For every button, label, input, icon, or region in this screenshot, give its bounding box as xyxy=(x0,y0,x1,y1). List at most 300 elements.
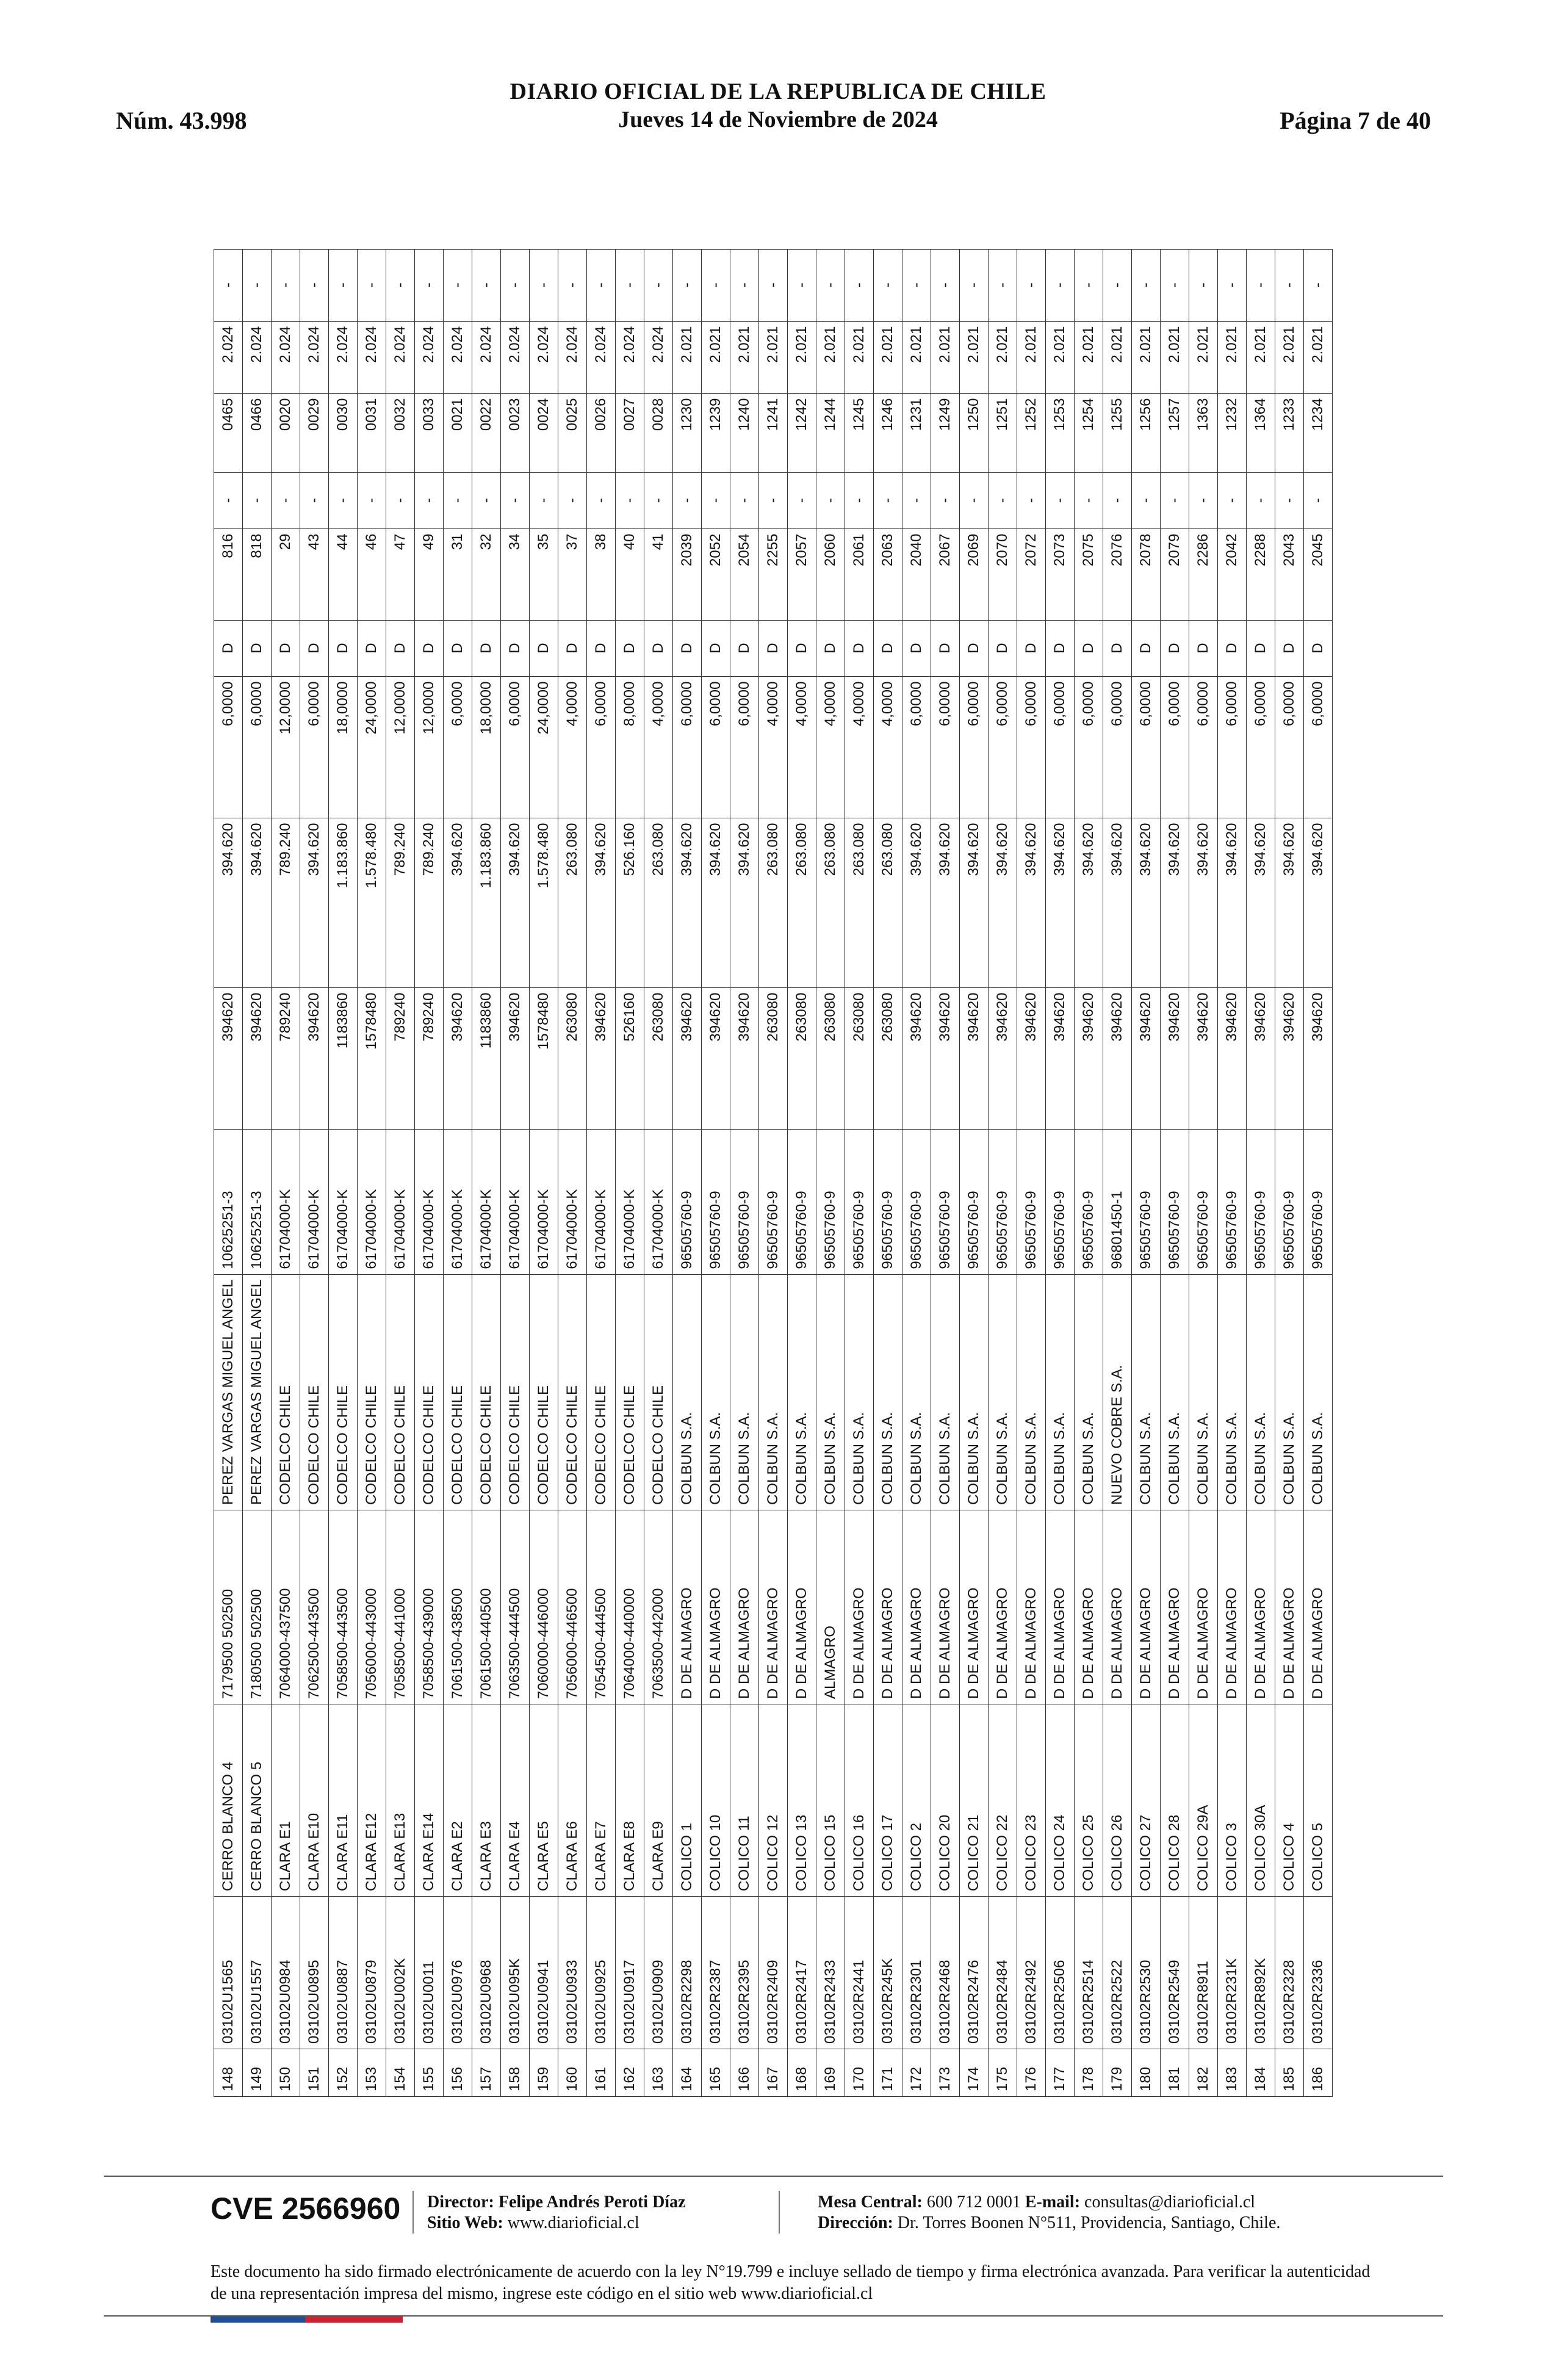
table-cell: 263080 xyxy=(816,987,845,1129)
table-cell: - xyxy=(1046,249,1075,321)
table-cell: 6,0000 xyxy=(214,676,243,818)
table-row xyxy=(673,249,702,2096)
table-cell: 526160 xyxy=(616,987,644,1129)
table-cell: COLICO 1 xyxy=(673,1704,702,1897)
table-cell: COLICO 3 xyxy=(1218,1704,1247,1897)
table-cell: 2.021 xyxy=(1189,321,1218,393)
table-cell: 394.620 xyxy=(444,818,472,987)
table-cell: 61704000-K xyxy=(472,1129,501,1274)
table-cell: 185 xyxy=(1275,2049,1304,2097)
table-row xyxy=(1017,249,1046,2096)
mesa-phone: 600 712 0001 xyxy=(926,2193,1021,2212)
table-cell: 394.620 xyxy=(1103,818,1132,987)
table-cell: CODELCO CHILE xyxy=(616,1274,644,1510)
table-cell: 12,0000 xyxy=(272,676,300,818)
table-cell: CLARA E8 xyxy=(616,1704,644,1897)
table-row xyxy=(329,249,358,2096)
table-cell: 1253 xyxy=(1046,393,1075,472)
table-cell: 6,0000 xyxy=(1304,676,1333,818)
table-cell: 394.620 xyxy=(1017,818,1046,987)
table-cell: 1239 xyxy=(702,393,730,472)
table-cell: COLICO 20 xyxy=(931,1704,960,1897)
table-cell: 38 xyxy=(587,528,616,620)
table-cell: 2.024 xyxy=(329,321,358,393)
table-cell: CLARA E1 xyxy=(272,1704,300,1897)
table-cell: - xyxy=(386,249,415,321)
table-cell: 32 xyxy=(472,528,501,620)
table-cell: 394620 xyxy=(1132,987,1161,1129)
table-cell: 7058500-443500 xyxy=(329,1510,358,1704)
table-cell: 157 xyxy=(472,2049,501,2097)
table-cell: 156 xyxy=(444,2049,472,2097)
table-cell: 61704000-K xyxy=(501,1129,530,1274)
table-cell: 394620 xyxy=(902,987,931,1129)
table-cell: 394620 xyxy=(1304,987,1333,1129)
table-cell: - xyxy=(501,472,530,528)
table-cell: - xyxy=(788,249,816,321)
table-cell: D xyxy=(759,620,788,676)
concessions-table xyxy=(214,249,1333,2097)
table-cell: 2.021 xyxy=(931,321,960,393)
table-cell: 1578480 xyxy=(358,987,386,1129)
table-cell: D DE ALMAGRO xyxy=(931,1510,960,1704)
table-cell: D DE ALMAGRO xyxy=(1017,1510,1046,1704)
table-cell: D xyxy=(1103,620,1132,676)
table-cell: 03102U0917 xyxy=(616,1897,644,2049)
table-cell: 0024 xyxy=(530,393,558,472)
table-cell: 61704000-K xyxy=(530,1129,558,1274)
table-cell: 96505760-9 xyxy=(730,1129,759,1274)
table-cell: - xyxy=(386,472,415,528)
table-cell: 96505760-9 xyxy=(902,1129,931,1274)
table-cell: 155 xyxy=(415,2049,444,2097)
table-row xyxy=(1132,249,1161,2096)
table-cell: 7058500-441000 xyxy=(386,1510,415,1704)
table-cell: COLBUN S.A. xyxy=(1304,1274,1333,1510)
table-cell: 789240 xyxy=(272,987,300,1129)
table-cell: - xyxy=(845,249,874,321)
table-cell: - xyxy=(1247,472,1275,528)
table-cell: 2060 xyxy=(816,528,845,620)
table-cell: D DE ALMAGRO xyxy=(730,1510,759,1704)
table-cell: 175 xyxy=(989,2049,1017,2097)
table-cell: 394620 xyxy=(1017,987,1046,1129)
table-cell: 96505760-9 xyxy=(931,1129,960,1274)
table-cell: D xyxy=(788,620,816,676)
table-cell: 263080 xyxy=(845,987,874,1129)
table-cell: 263080 xyxy=(788,987,816,1129)
table-cell: 34 xyxy=(501,528,530,620)
table-cell: 2.024 xyxy=(272,321,300,393)
table-cell: 169 xyxy=(816,2049,845,2097)
table-cell: D xyxy=(1046,620,1075,676)
table-cell: - xyxy=(673,249,702,321)
table-cell: 03102R2298 xyxy=(673,1897,702,2049)
table-cell: 4,0000 xyxy=(644,676,673,818)
table-cell: 1231 xyxy=(902,393,931,472)
table-cell: D DE ALMAGRO xyxy=(845,1510,874,1704)
table-cell: D xyxy=(845,620,874,676)
table-cell: 1249 xyxy=(931,393,960,472)
table-cell: 394.620 xyxy=(1046,818,1075,987)
table-cell: 0020 xyxy=(272,393,300,472)
table-cell: 1250 xyxy=(960,393,989,472)
flag-stripe-blue xyxy=(211,2317,305,2323)
table-cell: 03102U002K xyxy=(386,1897,415,2049)
table-cell: - xyxy=(616,249,644,321)
table-cell: - xyxy=(1218,472,1247,528)
table-cell: D xyxy=(1132,620,1161,676)
table-row xyxy=(1218,249,1247,2096)
table-cell: 24,0000 xyxy=(358,676,386,818)
table-cell: COLBUN S.A. xyxy=(845,1274,874,1510)
table-cell: 2063 xyxy=(874,528,902,620)
table-cell: - xyxy=(1275,472,1304,528)
table-cell: 1233 xyxy=(1275,393,1304,472)
table-cell: 394.620 xyxy=(1075,818,1103,987)
table-row xyxy=(874,249,902,2096)
table-cell: - xyxy=(1161,249,1189,321)
table-cell: 2.021 xyxy=(759,321,788,393)
table-cell: 10625251-3 xyxy=(243,1129,272,1274)
table-cell: 4,0000 xyxy=(759,676,788,818)
table-cell: D xyxy=(1304,620,1333,676)
table-cell: - xyxy=(329,249,358,321)
table-cell: 6,0000 xyxy=(1275,676,1304,818)
table-cell: 7061500-438500 xyxy=(444,1510,472,1704)
table-cell: 1254 xyxy=(1075,393,1103,472)
table-cell: COLBUN S.A. xyxy=(1075,1274,1103,1510)
table-cell: - xyxy=(472,472,501,528)
table-cell: 1578480 xyxy=(530,987,558,1129)
table-cell: 394620 xyxy=(989,987,1017,1129)
table-cell: 394620 xyxy=(214,987,243,1129)
email-link[interactable]: consultas@diarioficial.cl xyxy=(1084,2193,1256,2212)
table-cell: 263080 xyxy=(644,987,673,1129)
table-cell: 7054500-444500 xyxy=(587,1510,616,1704)
table-cell: 1364 xyxy=(1247,393,1275,472)
table-cell: COLICO 28 xyxy=(1161,1704,1189,1897)
table-cell: - xyxy=(1275,249,1304,321)
table-cell: 6,0000 xyxy=(1103,676,1132,818)
table-cell: D xyxy=(243,620,272,676)
table-cell: - xyxy=(329,472,358,528)
table-cell: 1246 xyxy=(874,393,902,472)
table-cell: 1.183.860 xyxy=(472,818,501,987)
table-cell: 818 xyxy=(243,528,272,620)
table-cell: 0021 xyxy=(444,393,472,472)
site-link[interactable]: www.diarioficial.cl xyxy=(507,2213,639,2232)
table-cell: 0029 xyxy=(300,393,329,472)
table-cell: 2.024 xyxy=(214,321,243,393)
footer-director-block xyxy=(427,2192,686,2234)
table-cell: 2.021 xyxy=(730,321,759,393)
table-row xyxy=(1275,249,1304,2096)
table-cell: D xyxy=(415,620,444,676)
table-cell: 526.160 xyxy=(616,818,644,987)
table-cell: 2.024 xyxy=(644,321,673,393)
table-cell: COLICO 10 xyxy=(702,1704,730,1897)
flag-stripe-red xyxy=(305,2317,403,2323)
table-cell: 03102U0925 xyxy=(587,1897,616,2049)
table-cell: 2.024 xyxy=(300,321,329,393)
table-row xyxy=(616,249,644,2096)
table-cell: 1245 xyxy=(845,393,874,472)
table-cell: 03102R2433 xyxy=(816,1897,845,2049)
table-cell: 394620 xyxy=(730,987,759,1129)
table-cell: D xyxy=(530,620,558,676)
table-cell: 49 xyxy=(415,528,444,620)
cve-code: CVE 2566960 xyxy=(211,2191,401,2226)
table-cell: 163 xyxy=(644,2049,673,2097)
table-cell: 174 xyxy=(960,2049,989,2097)
table-row xyxy=(386,249,415,2096)
table-row xyxy=(472,249,501,2096)
table-cell: 181 xyxy=(1161,2049,1189,2097)
table-cell: 394.620 xyxy=(1161,818,1189,987)
table-cell: - xyxy=(1247,249,1275,321)
footer-top-rule xyxy=(104,2176,1443,2177)
table-cell: CODELCO CHILE xyxy=(444,1274,472,1510)
table-cell: 2286 xyxy=(1189,528,1218,620)
table-cell: D xyxy=(702,620,730,676)
table-cell: CODELCO CHILE xyxy=(501,1274,530,1510)
table-cell: 03102R2301 xyxy=(902,1897,931,2049)
table-cell: 7056000-443000 xyxy=(358,1510,386,1704)
table-cell: D DE ALMAGRO xyxy=(1275,1510,1304,1704)
table-cell: D xyxy=(1247,620,1275,676)
table-row xyxy=(1161,249,1189,2096)
table-cell: - xyxy=(788,472,816,528)
table-cell: 6,0000 xyxy=(1017,676,1046,818)
table-cell: 789240 xyxy=(386,987,415,1129)
table-cell: 03102U0984 xyxy=(272,1897,300,2049)
table-cell: CLARA E4 xyxy=(501,1704,530,1897)
table-cell: 1240 xyxy=(730,393,759,472)
table-cell: 61704000-K xyxy=(558,1129,587,1274)
table-cell: 7064000-437500 xyxy=(272,1510,300,1704)
table-cell: CLARA E13 xyxy=(386,1704,415,1897)
table-cell: D DE ALMAGRO xyxy=(702,1510,730,1704)
table-cell: 96505760-9 xyxy=(759,1129,788,1274)
table-cell: 6,0000 xyxy=(1218,676,1247,818)
site-label: Sitio Web: xyxy=(427,2213,503,2232)
address-label: Dirección: xyxy=(818,2213,893,2232)
table-cell: 1232 xyxy=(1218,393,1247,472)
table-cell: 2.021 xyxy=(816,321,845,393)
table-cell: 394620 xyxy=(931,987,960,1129)
table-cell: D DE ALMAGRO xyxy=(1161,1510,1189,1704)
table-cell: 1234 xyxy=(1304,393,1333,472)
table-cell: 96505760-9 xyxy=(816,1129,845,1274)
table-cell: COLBUN S.A. xyxy=(759,1274,788,1510)
table-cell: - xyxy=(1103,249,1132,321)
table-cell: - xyxy=(644,472,673,528)
table-cell: 2.021 xyxy=(1103,321,1132,393)
table-cell: 2039 xyxy=(673,528,702,620)
table-cell: 03102R2514 xyxy=(1075,1897,1103,2049)
table-cell: 789240 xyxy=(415,987,444,1129)
table-cell: - xyxy=(1046,472,1075,528)
table-cell: 96505760-9 xyxy=(845,1129,874,1274)
table-cell: 172 xyxy=(902,2049,931,2097)
table-cell: 2067 xyxy=(931,528,960,620)
table-cell: 394620 xyxy=(444,987,472,1129)
table-cell: 7063500-444500 xyxy=(501,1510,530,1704)
table-cell: 164 xyxy=(673,2049,702,2097)
table-cell: 03102R2492 xyxy=(1017,1897,1046,2049)
table-cell: D xyxy=(272,620,300,676)
table-cell: 2.021 xyxy=(1218,321,1247,393)
issue-number: Núm. 43.998 xyxy=(116,107,247,134)
table-cell: - xyxy=(874,472,902,528)
table-cell: 160 xyxy=(558,2049,587,2097)
table-cell: 0025 xyxy=(558,393,587,472)
table-cell: 2.021 xyxy=(1275,321,1304,393)
table-cell: CLARA E7 xyxy=(587,1704,616,1897)
table-cell: COLBUN S.A. xyxy=(960,1274,989,1510)
table-cell: CODELCO CHILE xyxy=(644,1274,673,1510)
table-cell: D DE ALMAGRO xyxy=(902,1510,931,1704)
table-cell: 394620 xyxy=(501,987,530,1129)
table-cell: D xyxy=(960,620,989,676)
table-cell: 37 xyxy=(558,528,587,620)
table-cell: - xyxy=(501,249,530,321)
concessions-table-body xyxy=(214,249,1333,2096)
email-label: E-mail: xyxy=(1025,2193,1081,2212)
table-cell: 1257 xyxy=(1161,393,1189,472)
table-cell: 159 xyxy=(530,2049,558,2097)
table-cell: COLBUN S.A. xyxy=(1046,1274,1075,1510)
table-cell: 6,0000 xyxy=(300,676,329,818)
issue-date: Jueves 14 de Noviembre de 2024 xyxy=(618,107,938,132)
table-row xyxy=(1247,249,1275,2096)
table-cell: 394620 xyxy=(673,987,702,1129)
table-cell: 394.620 xyxy=(214,818,243,987)
table-cell: CLARA E11 xyxy=(329,1704,358,1897)
table-cell: 0033 xyxy=(415,393,444,472)
table-cell: CODELCO CHILE xyxy=(558,1274,587,1510)
table-cell: COLBUN S.A. xyxy=(931,1274,960,1510)
table-cell: 10625251-3 xyxy=(214,1129,243,1274)
table-cell: 394.620 xyxy=(673,818,702,987)
table-cell: 394.620 xyxy=(501,818,530,987)
table-row xyxy=(788,249,816,2096)
table-cell: 2079 xyxy=(1161,528,1189,620)
table-cell: 149 xyxy=(243,2049,272,2097)
table-cell: 6,0000 xyxy=(243,676,272,818)
table-cell: 31 xyxy=(444,528,472,620)
table-cell: 183 xyxy=(1218,2049,1247,2097)
table-cell: 6,0000 xyxy=(902,676,931,818)
table-cell: - xyxy=(960,472,989,528)
table-cell: 177 xyxy=(1046,2049,1075,2097)
table-cell: 148 xyxy=(214,2049,243,2097)
table-cell: 394620 xyxy=(587,987,616,1129)
table-cell: 6,0000 xyxy=(931,676,960,818)
table-cell: NUEVO COBRE S.A. xyxy=(1103,1274,1132,1510)
table-cell: 0032 xyxy=(386,393,415,472)
table-cell: D xyxy=(902,620,931,676)
table-cell: 24,0000 xyxy=(530,676,558,818)
table-cell: 170 xyxy=(845,2049,874,2097)
table-cell: 153 xyxy=(358,2049,386,2097)
table-cell: 96505760-9 xyxy=(1046,1129,1075,1274)
table-cell: 03102R2328 xyxy=(1275,1897,1304,2049)
table-cell: 18,0000 xyxy=(472,676,501,818)
table-cell: 03102R2409 xyxy=(759,1897,788,2049)
table-cell: 1230 xyxy=(673,393,702,472)
table-cell: COLICO 2 xyxy=(902,1704,931,1897)
table-cell: - xyxy=(989,472,1017,528)
table-cell: - xyxy=(587,249,616,321)
table-cell: 394.620 xyxy=(1304,818,1333,987)
table-cell: D xyxy=(1161,620,1189,676)
table-cell: 03102R2395 xyxy=(730,1897,759,2049)
table-cell: CERRO BLANCO 5 xyxy=(243,1704,272,1897)
table-cell: 150 xyxy=(272,2049,300,2097)
table-cell: - xyxy=(558,249,587,321)
table-cell: 2.024 xyxy=(587,321,616,393)
table-cell: 2040 xyxy=(902,528,931,620)
table-row xyxy=(1304,249,1333,2096)
table-cell: 7060000-446000 xyxy=(530,1510,558,1704)
table-cell: 0028 xyxy=(644,393,673,472)
table-cell: 2.024 xyxy=(501,321,530,393)
table-cell: - xyxy=(530,472,558,528)
table-row xyxy=(1189,249,1218,2096)
table-cell: 2.024 xyxy=(616,321,644,393)
table-cell: 6,0000 xyxy=(1161,676,1189,818)
table-cell: 6,0000 xyxy=(673,676,702,818)
table-cell: 96505760-9 xyxy=(788,1129,816,1274)
table-cell: 61704000-K xyxy=(272,1129,300,1274)
table-cell: D xyxy=(616,620,644,676)
table-cell: CODELCO CHILE xyxy=(386,1274,415,1510)
table-row xyxy=(989,249,1017,2096)
table-cell: 03102R231K xyxy=(1218,1897,1247,2049)
table-cell: D DE ALMAGRO xyxy=(759,1510,788,1704)
table-cell: 96505760-9 xyxy=(702,1129,730,1274)
table-cell: D xyxy=(214,620,243,676)
table-row xyxy=(960,249,989,2096)
table-cell: COLICO 17 xyxy=(874,1704,902,1897)
table-cell: COLICO 4 xyxy=(1275,1704,1304,1897)
table-row xyxy=(931,249,960,2096)
table-cell: 4,0000 xyxy=(558,676,587,818)
table-cell: COLBUN S.A. xyxy=(1218,1274,1247,1510)
table-cell: 263080 xyxy=(874,987,902,1129)
table-cell: 03102R8911 xyxy=(1189,1897,1218,2049)
table-cell: 1.183.860 xyxy=(329,818,358,987)
mesa-label: Mesa Central: xyxy=(818,2193,923,2212)
table-row xyxy=(644,249,673,2096)
table-row xyxy=(702,249,730,2096)
table-cell: 2255 xyxy=(759,528,788,620)
table-cell: 161 xyxy=(587,2049,616,2097)
table-cell: D DE ALMAGRO xyxy=(673,1510,702,1704)
table-cell: 29 xyxy=(272,528,300,620)
table-cell: CODELCO CHILE xyxy=(329,1274,358,1510)
table-cell: 4,0000 xyxy=(845,676,874,818)
table-cell: 03102R2484 xyxy=(989,1897,1017,2049)
table-cell: 394.620 xyxy=(300,818,329,987)
table-cell: 96505760-9 xyxy=(989,1129,1017,1274)
table-cell: D xyxy=(644,620,673,676)
table-cell: 96505760-9 xyxy=(1132,1129,1161,1274)
table-cell: 2.021 xyxy=(960,321,989,393)
table-row xyxy=(730,249,759,2096)
